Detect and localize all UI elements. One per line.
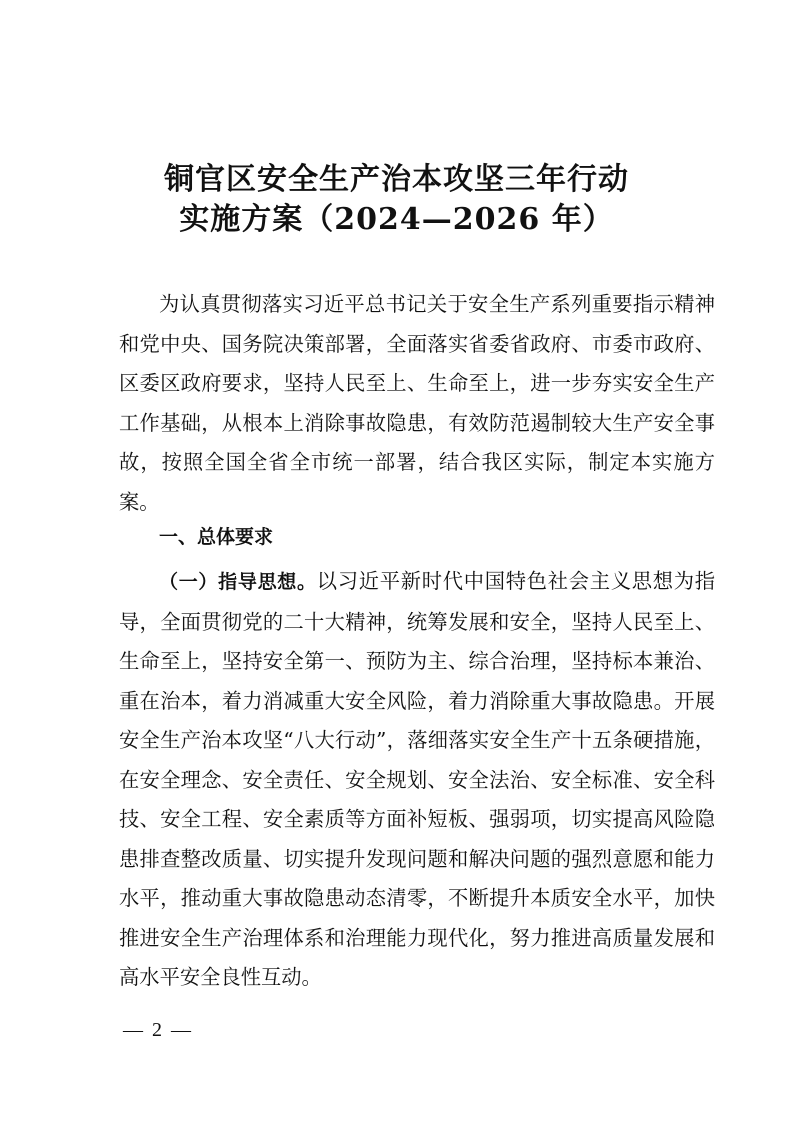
- guiding-ideology-lead: （一）指导思想。: [159, 571, 317, 593]
- intro-paragraph: 为认真贯彻落实习近平总书记关于安全生产系列重要指示精神和党中央、国务院决策部署，全面落实省委省政府、市委市政府、区委区政府要求，坚持人民至上、生命至上，进一步夯实安全生产工作基础，从根本上消除事故隐患，有效防范遏制较大生产安全事故，按照全国全省全市统一部署，结合我区实际，制定本实施方案。: [119, 292, 715, 514]
- document-title-line-1: 铜官区安全生产治本攻坚三年行动: [164, 162, 629, 197]
- guiding-ideology-text: 以习近平新时代中国特色社会主义思想为指导，全面贯彻党的二十大精神，统筹发展和安全，坚持人民至上、生命至上，坚持安全第一、预防为主、综合治理，坚持标本兼治、重在治本，着力消减重大安全风险，着力消除重大事故隐患。开展安全生产治本攻坚“八大行动”，落细落实安全生产十五条硬措施，在安全理念、安全责任、安全规划、安全法治、安全标准、安全科技、安全工程、安全素质等方面补短板、强弱项，切实提高风险隐患排查整改质量、切实提升发现问题和解决问题的强烈意愿和能力水平，推动重大事故隐患动态清零，不断提升本质安全水平，加快推进安全生产治理体系和治理能力现代化，努力推进高质量发展和高水平安全良性互动。: [119, 569, 715, 989]
- guiding-ideology-paragraph: [119, 562, 715, 998]
- section-heading-general-requirements: 一、总体要求: [159, 526, 274, 548]
- page-number: — 2 —: [123, 1019, 193, 1041]
- document-title-line-2: 实施方案（2024—2026 年）: [179, 202, 614, 237]
